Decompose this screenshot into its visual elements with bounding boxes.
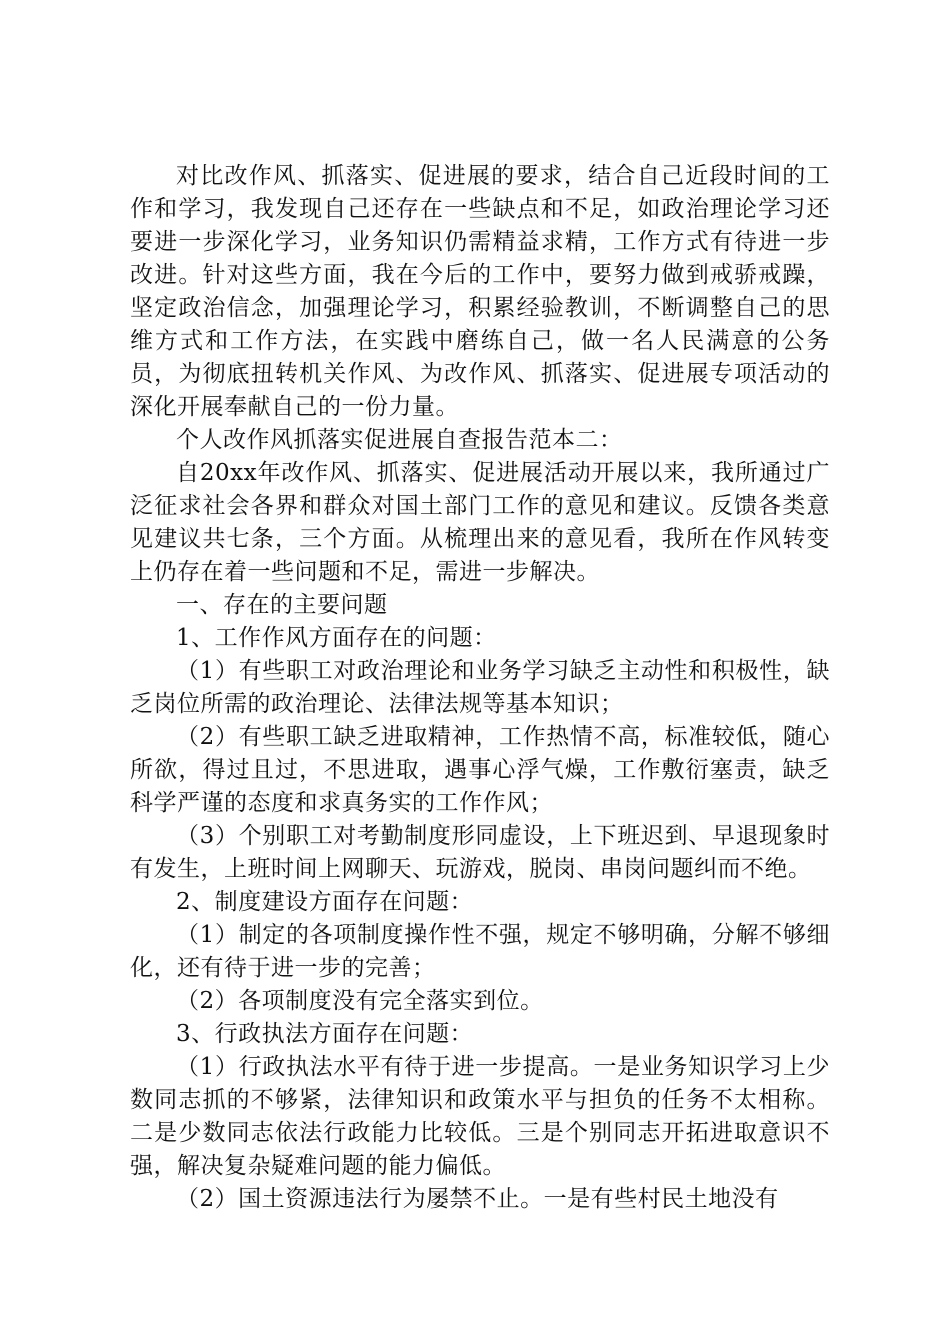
- paragraph-sample-two-title: 个人改作风抓落实促进展自查报告范本二：: [176, 427, 623, 453]
- heading-main-problems: 一、存在的主要问题: [176, 592, 388, 618]
- item-system-2: （2）各项制度没有完全落实到位。: [176, 988, 544, 1014]
- heading-system-building: 2、制度建设方面存在问题：: [176, 889, 474, 915]
- paragraph-summary: 对比改作风、抓落实、促进展的要求，结合自己近段时间的工作和学习，我发现自己还存在一些缺点和不足，如政治理论学习还要进一步深化学习，业务知识仍需精益求精，工作方式有待进一步改进。针对这些方面，我在今后的工作中，要努力做到戒骄戒躁，坚定政治信念，加强理论学习，积累经验教训，不断调整自己的思维方式和工作方法，在实践中磨练自己，做一名人民满意的公务员，为彻底扭转机关作风、为改作风、抓落实、促进展专项活动的深化开展奉献自己的一份力量。: [130, 163, 830, 420]
- document-body: [130, 160, 830, 1216]
- heading-work-style: 1、工作作风方面存在的问题：: [176, 625, 497, 651]
- heading-law-enforcement: 3、行政执法方面存在问题：: [176, 1021, 474, 1047]
- item-work-style-3: （3）个别职工对考勤制度形同虚设，上下班迟到、早退现象时有发生，上班时间上网聊天、玩游戏，脱岗、串岗问题纠而不绝。: [130, 823, 830, 882]
- item-law-1: （1）行政执法水平有待于进一步提高。一是业务知识学习上少数同志抓的不够紧，法律知识和政策水平与担负的任务不太相称。二是少数同志依法行政能力比较低。三是个别同志开拓进取意识不强，解决复杂疑难问题的能力偏低。: [130, 1054, 830, 1179]
- item-work-style-2: （2）有些职工缺乏进取精神，工作热情不高，标准较低，随心所欲，得过且过，不思进取，遇事心浮气燥，工作敷衍塞责，缺乏科学严谨的态度和求真务实的工作作风；: [130, 724, 830, 816]
- paragraph-intro: 自20xx年改作风、抓落实、促进展活动开展以来，我所通过广泛征求社会各界和群众对国土部门工作的意见和建议。反馈各类意见建议共七条，三个方面。从梳理出来的意见看，我所在作风转变上仍存在着一些问题和不足，需进一步解决。: [130, 460, 830, 585]
- item-law-2: （2）国土资源违法行为屡禁不止。一是有些村民土地没有: [176, 1186, 779, 1212]
- item-work-style-1: （1）有些职工对政治理论和业务学习缺乏主动性和积极性，缺乏岗位所需的政治理论、法律法规等基本知识；: [130, 658, 830, 717]
- item-system-1: （1）制定的各项制度操作性不强，规定不够明确，分解不够细化，还有待于进一步的完善；: [130, 922, 830, 981]
